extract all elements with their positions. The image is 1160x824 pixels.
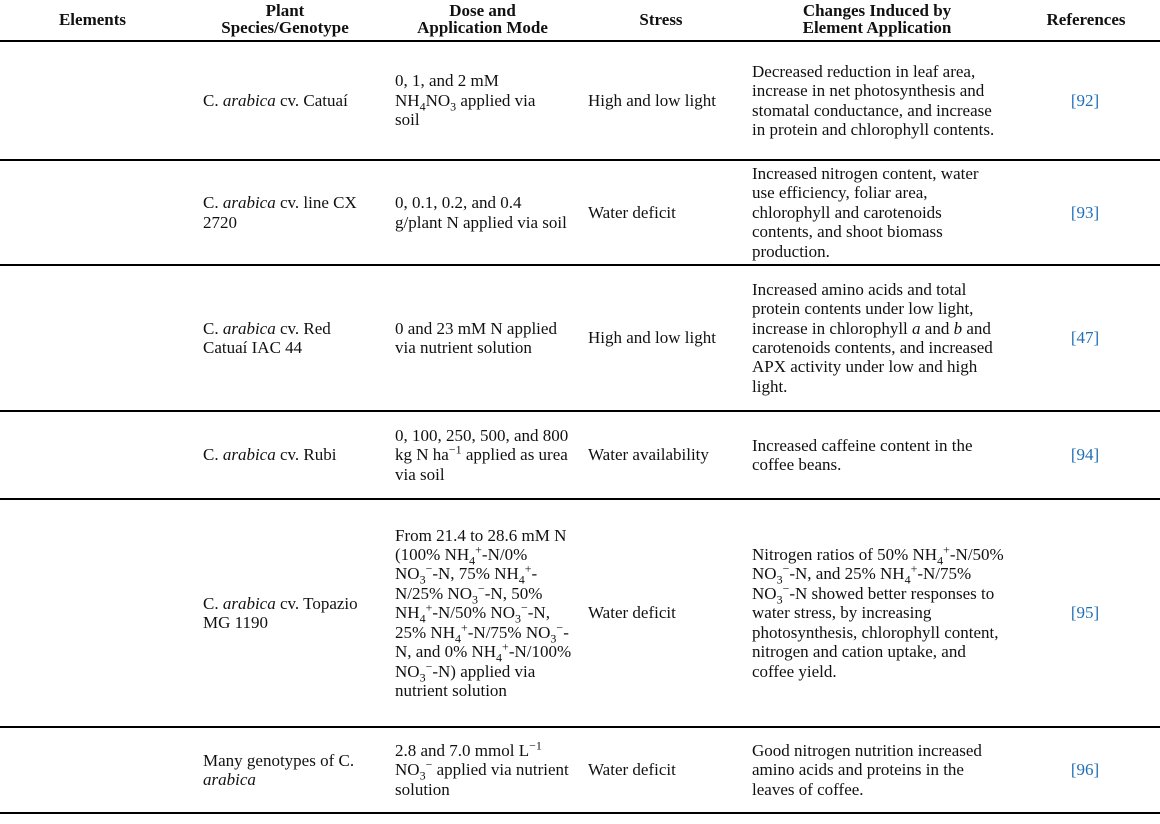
cell-reference <box>1012 160 1160 265</box>
cell-changes: Increased nitrogen content, water use efficiency, foliar area, chlorophyll and carotenoids contents, and shoot biomass production. <box>742 160 1012 265</box>
cell-dose: 2.8 and 7.0 mmol $L^{-1}$ $NO_3^-$ applied via nutrient solution <box>385 727 580 813</box>
header-changes <box>742 0 1012 41</box>
table-row <box>0 499 1160 727</box>
cell-changes: Decreased reduction in leaf area, increase in net photosynthesis and stomatal conductance, and increase in protein and chlorophyll contents. <box>742 41 1012 160</box>
table-row <box>0 41 1160 160</box>
cell-dose: 0 and 23 mM N applied via nutrient solution <box>385 265 580 411</box>
cell-species: C. arabica cv. Rubi <box>185 411 385 499</box>
cell-stress: Water deficit <box>580 727 742 813</box>
cell-dose: 0, 1, and 2 mM $NH_4NO_3$ applied via soil <box>385 41 580 160</box>
header-species <box>185 0 385 41</box>
cell-reference <box>1012 265 1160 411</box>
header-species-line1: Plant <box>265 1 305 20</box>
cell-changes: Good nitrogen nutrition increased amino acids and proteins in the leaves of coffee. <box>742 727 1012 813</box>
cell-dose: 0, 0.1, 0.2, and 0.4 g/plant N applied via soil <box>385 160 580 265</box>
cell-species: C. arabica cv. line CX 2720 <box>185 160 385 265</box>
header-references: References <box>1012 0 1160 41</box>
reference-link[interactable]: [92] <box>1070 90 1100 110</box>
header-changes-line1: Changes Induced by <box>802 1 952 20</box>
reference-link[interactable]: [93] <box>1070 202 1100 222</box>
cell-reference <box>1012 41 1160 160</box>
cell-dose: 0, 100, 250, 500, and 800 kg N $ha^{-1}$ applied as urea via soil <box>385 411 580 499</box>
cell-stress: High and low light <box>580 265 742 411</box>
reference-link[interactable]: [47] <box>1070 328 1100 348</box>
cell-stress: High and low light <box>580 41 742 160</box>
header-dose-line2: Application Mode <box>417 18 548 37</box>
reference-link[interactable]: [95] <box>1070 603 1100 623</box>
cell-changes: Increased caffeine content in the coffee beans. <box>742 411 1012 499</box>
cell-element <box>0 41 185 160</box>
header-stress: Stress <box>580 0 742 41</box>
cell-reference <box>1012 727 1160 813</box>
cell-element <box>0 160 185 265</box>
header-species-line2: Species/Genotype <box>221 18 349 37</box>
cell-element <box>0 727 185 813</box>
reference-link[interactable]: [96] <box>1070 760 1100 780</box>
cell-species: C. arabica cv. Red Catuaí IAC 44 <box>185 265 385 411</box>
cell-species: Many genotypes of C. arabica <box>185 727 385 813</box>
cell-dose: From 21.4 to 28.6 mM N (100% $NH_4^+-N/0\%$ $NO_3^--N$, 75% $NH_4^+-N/25\%$ $NO_3^--N$, 50% $NH_4^+-N/50\%$ $NO_3^--N$, 25% $NH_4^+-N/75\%$ $NO_3^--N$, and 0% $NH_4^+-N/100\%$ $NO_3^--N$) applied via nutrient solution <box>385 499 580 727</box>
cell-element <box>0 499 185 727</box>
table-row <box>0 160 1160 265</box>
cell-stress: Water deficit <box>580 499 742 727</box>
header-changes-line2: Element Application <box>802 18 952 37</box>
cell-element <box>0 411 185 499</box>
header-dose <box>385 0 580 41</box>
cell-species: C. arabica cv. Topazio MG 1190 <box>185 499 385 727</box>
table-row <box>0 727 1160 813</box>
reference-link[interactable]: [94] <box>1070 445 1100 465</box>
table-header-row <box>0 0 1160 41</box>
table-row <box>0 411 1160 499</box>
cell-element <box>0 265 185 411</box>
cell-reference <box>1012 411 1160 499</box>
cell-reference <box>1012 499 1160 727</box>
table-row <box>0 265 1160 411</box>
cell-changes: Nitrogen ratios of 50% $NH_4^+-N/50\%$ $NO_3^--N$, and 25% $NH_4^+-N/75\%$ $NO_3^--N$ showed better responses to water stress, by increasing photosynthesis, chlorophyll content, nitrogen and cation uptake, and coffee yield. <box>742 499 1012 727</box>
header-elements: Elements <box>0 0 185 41</box>
cell-stress: Water deficit <box>580 160 742 265</box>
cell-stress: Water availability <box>580 411 742 499</box>
cell-species: C. arabica cv. Catuaí <box>185 41 385 160</box>
cell-changes: Increased amino acids and total protein contents under low light, increase in chlorophyll a and b and carotenoids contents, and increased APX activity under low and high light. <box>742 265 1012 411</box>
header-dose-line1: Dose and <box>449 1 516 20</box>
